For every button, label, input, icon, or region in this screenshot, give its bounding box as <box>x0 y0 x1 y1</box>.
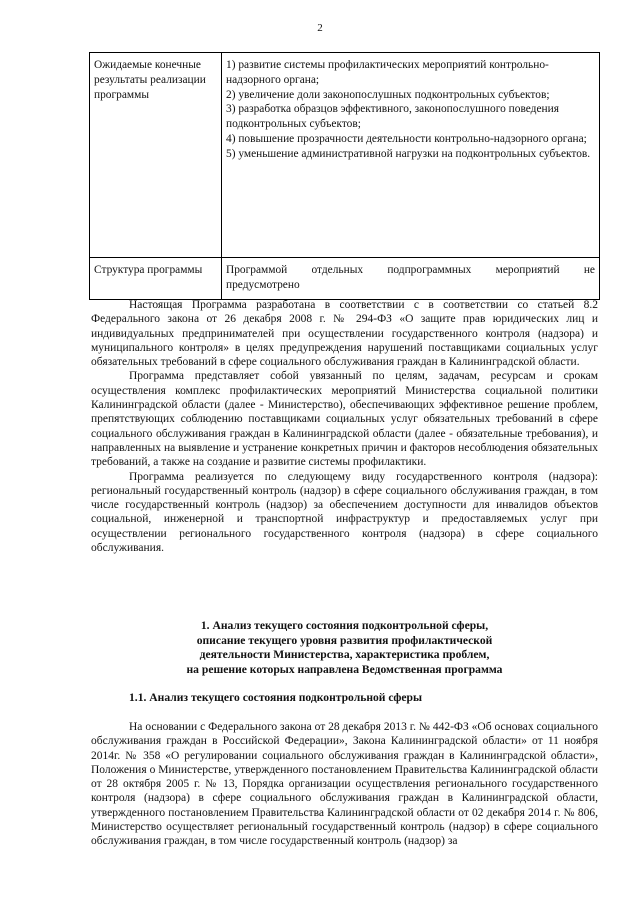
paragraph: Программа представляет собой увязанный по целям, задачам, ресурсам и срокам осуществления комплекс профилактических мероприятий Министерства социальной политики Калининградской области (далее - Министерство), обеспечивающих эффективное решение проблем, препятствующих соблюдению поставщиками социальных услуг обязательных требований в сфере социального обслуживания граждан в Калининградской области (далее - обязательные требования), и направленных на выявление и устранение конкретных причин и факторов несоблюдения обязательных требований, а также на создание и развитие системы профилактики. <box>91 370 598 469</box>
table-row-expected-results <box>90 53 600 258</box>
result-item: 3) разработка образцов эффективного, законопослушного поведения подконтрольных субъектов; <box>226 103 559 131</box>
structure-value-line: предусмотрено <box>226 278 300 291</box>
table-row-structure <box>90 258 600 300</box>
section-heading <box>91 619 598 677</box>
results-label-cell <box>90 53 222 258</box>
result-item: 4) повышение прозрачности деятельности контрольно-надзорного органа; <box>226 132 587 145</box>
structure-value-line: Программой отдельных подпрограммных мероприятий не <box>226 264 595 276</box>
program-passport-table <box>89 52 600 300</box>
section-heading-line: на решение которых направлена Ведомственная программа <box>186 662 503 676</box>
subsection-heading: 1.1. Анализ текущего состояния подконтрольной сферы <box>129 691 423 704</box>
results-value-cell <box>222 53 600 258</box>
structure-value-cell <box>222 258 600 300</box>
result-item: 5) уменьшение административной нагрузки на подконтрольных субъектов. <box>226 147 591 160</box>
body-text <box>91 298 598 555</box>
section-heading-line: описание текущего уровня развития профилактической <box>196 633 493 647</box>
results-label: Ожидаемые конечные результаты реализации программы <box>94 59 206 101</box>
page-number: 2 <box>317 22 323 34</box>
result-item: 2) увеличение доли законопослушных подконтрольных субъектов; <box>226 88 550 101</box>
paragraph: Настоящая Программа разработана в соответствии с в соответствии со статьей 8.2 Федерального закона от 26 декабря 2008 г. № 294-ФЗ «О защите прав юридических лиц и индивидуальных предпринимателей при осуществлении государственного контроля (надзора) и муниципального контроля» в целях предупреждения нарушений поставщиками социальных услуг обязательных требований в сфере социального обслуживания граждан в Калининградской области. <box>91 299 598 369</box>
paragraph: Программа реализуется по следующему виду государственного контроля (надзора): региональный государственный контроль (надзор) в сфере социального обслуживания граждан, в том числе государственный контроль (надзор) за обеспечением доступности для инвалидов объектов социальной, инженерной и транспортной инфраструктур и предоставляемых услуг при осуществлении регионального государственного контроля (надзора) в сфере социального обслуживания. <box>91 470 598 555</box>
structure-label: Структура программы <box>94 264 203 276</box>
paragraph: На основании с Федерального закона от 28 декабря 2013 г. № 442-ФЗ «Об основах социального обслуживания граждан в Российской Федерации», Закона Калининградской области» от 11 ноября 2014г. № 358 «О регулировании социального обслуживания граждан в Калининградской области», Положения о Министерстве, утвержденного постановлением Правительства Калининградской области от 28 октября 2005 г. № 13, Порядка организации осуществления регионального государственного контроля (надзора) в сфере социального обслуживания граждан в Калининградской области, утвержденного постановлением Правительства Калининградской области от 02 декабря 2014 г. № 806, Министерство осуществляет региональный государственный контроль (надзор) в сфере социального обслуживания граждан, в том числе государственный контроль (надзор) за <box>91 721 598 848</box>
section-heading-line: деятельности Министерства, характеристика проблем, <box>199 648 490 662</box>
section-heading-line: 1. Анализ текущего состояния подконтрольной сферы, <box>200 619 489 632</box>
result-item: 1) развитие системы профилактических мероприятий контрольно-надзорного органа; <box>226 59 549 86</box>
structure-label-cell <box>90 258 222 300</box>
